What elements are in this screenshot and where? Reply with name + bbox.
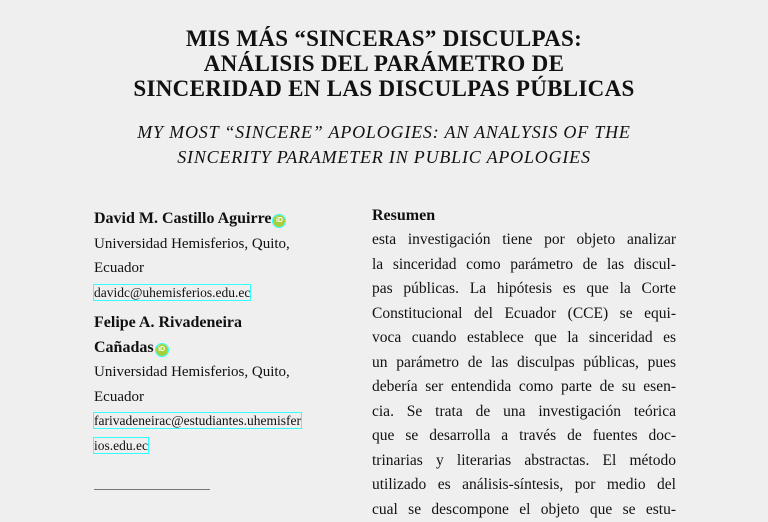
abstract-line: la sinceridad como parámetro de las discul- xyxy=(372,253,676,278)
abstract-line: trinarias y literarias abstractas. El método xyxy=(372,449,676,474)
affiliation: Ecuador xyxy=(94,385,364,410)
affiliation: Ecuador xyxy=(94,256,364,281)
paper-title xyxy=(0,26,768,101)
title-line: ANÁLISIS DEL PARÁMETRO DE xyxy=(0,51,768,76)
orcid-icon[interactable]: iD xyxy=(273,215,285,227)
abstract-line: cual se descompone el objeto que se estu- xyxy=(372,498,676,522)
abstract-column xyxy=(372,204,676,522)
abstract-line: utilizado es análisis-síntesis, por medio del xyxy=(372,473,676,498)
author-name: Felipe A. Rivadeneira xyxy=(94,311,364,336)
title-line: MIS MÁS “SINCERAS” DISCULPAS: xyxy=(0,26,768,51)
subtitle-line: SINCERITY PARAMETER IN PUBLIC APOLOGIES xyxy=(0,145,768,170)
author-block xyxy=(94,207,364,305)
footnote-rule xyxy=(94,489,210,490)
paper-subtitle xyxy=(0,120,768,170)
subtitle-line: MY MOST “SINCERE” APOLOGIES: AN ANALYSIS OF THE xyxy=(0,120,768,145)
abstract-line: Constitucional del Ecuador (CCE) se equi- xyxy=(372,302,676,327)
abstract-line: que se desarrolla a través de fuentes doc- xyxy=(372,424,676,449)
author-name: Cañadas xyxy=(94,339,154,356)
author-name: David M. Castillo Aguirre xyxy=(94,210,271,227)
affiliation: Universidad Hemisferios, Quito, xyxy=(94,360,364,385)
affiliation: Universidad Hemisferios, Quito, xyxy=(94,232,364,257)
author-email-link[interactable]: ios.edu.ec xyxy=(94,438,148,453)
author-block xyxy=(94,311,364,458)
author-email-link[interactable]: davidc@uhemisferios.edu.ec xyxy=(94,285,250,300)
author-email-link[interactable]: farivadeneirac@estudiantes.uhemisfer xyxy=(94,413,301,428)
orcid-icon[interactable]: iD xyxy=(156,344,168,356)
abstract-heading: Resumen xyxy=(372,204,676,228)
abstract-line: voca cuando establece que la sinceridad es xyxy=(372,326,676,351)
abstract-line: un parámetro de las disculpas públicas, pues xyxy=(372,351,676,376)
abstract-line: esta investigación tiene por objeto analizar xyxy=(372,228,676,253)
abstract-line: cia. Se trata de una investigación teórica xyxy=(372,400,676,425)
title-line: SINCERIDAD EN LAS DISCULPAS PÚBLICAS xyxy=(0,76,768,101)
abstract-body xyxy=(372,228,676,522)
authors-column xyxy=(94,207,364,458)
abstract-line: pas públicas. La hipótesis es que la Corte xyxy=(372,277,676,302)
abstract-line: debería ser entendida como parte de su esen- xyxy=(372,375,676,400)
